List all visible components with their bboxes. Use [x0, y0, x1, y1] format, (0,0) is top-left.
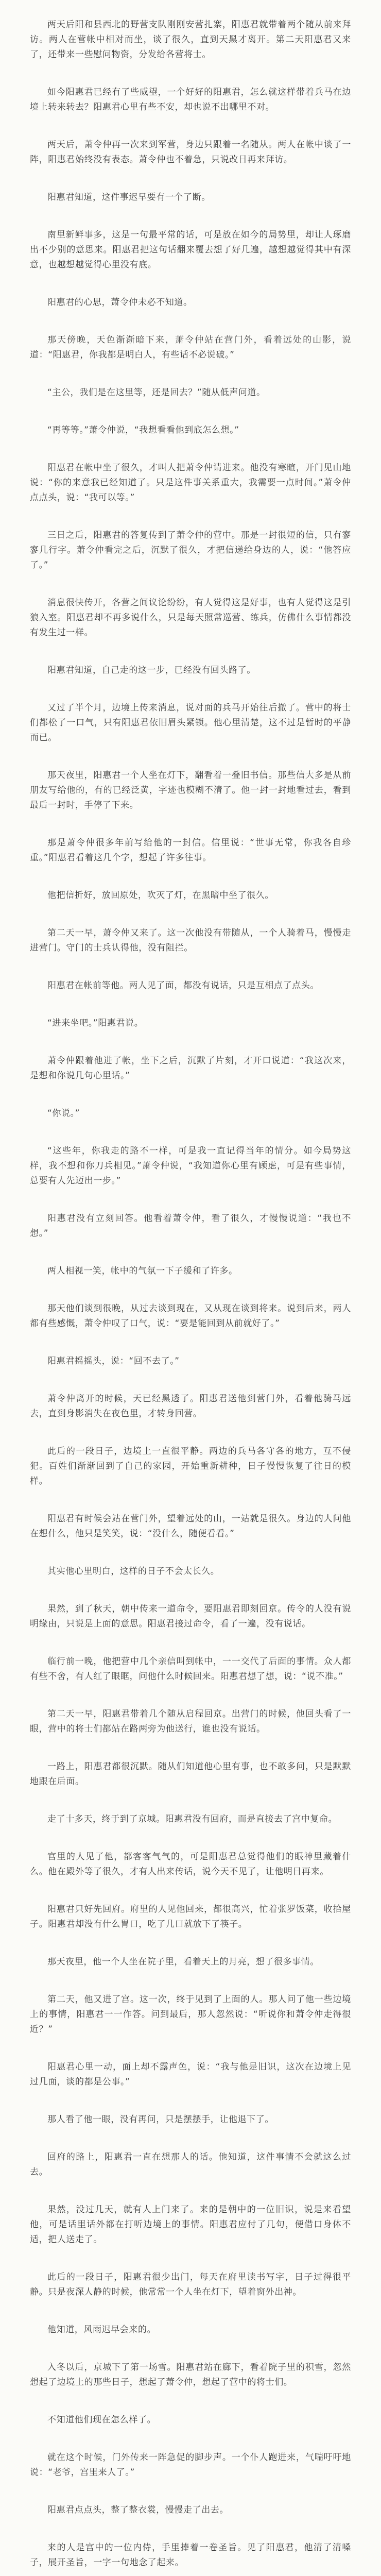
paragraph: 来的人是宫中的一位内侍，手里捧着一卷圣旨。见了阳惠君，他清了清嗓子，展开圣旨，一字一句地念了起来。: [30, 2543, 351, 2568]
paragraph: 他把信折好，放回原处，吹灭了灯，在黑暗中坐了很久。: [47, 890, 274, 901]
paragraph: 果然，没过几天，就有人上门来了。来的是朝中的一位旧识，说是来看望他，可是话里话外都在打听边境上的事情。阳惠君应付了几句，便借口身体不适，把人送走了。: [30, 2205, 351, 2245]
paragraph: “再等等。”萧令仲说，“我想看看他到底怎么想。”: [47, 425, 239, 435]
paragraph: 临行前一晚，他把营中几个亲信叫到帐中，一一交代了后面的事情。众人都有些不舍，有人红了眼眶，问他什么时候回来。阳惠君想了想，说：“说不准。”: [30, 1656, 351, 1682]
paragraph: “你说。”: [47, 1108, 80, 1118]
paragraph: 走了十多天，终于到了京城。阳惠君没有回府，而是直接去了宫中复命。: [47, 1814, 338, 1824]
paragraph: 阳惠君在帐中坐了很久，才叫人把萧令仲请进来。他没有寒暄，开门见山地说：“你的来意我已经知道了。只是这件事关系重大，我需要一点时间。”萧令仲点点头，说：“我可以等。”: [30, 463, 351, 503]
paragraph: 阳惠君没有立刻回答。他看着萧令仲，看了很久，才慢慢说道：“我也不想。”: [30, 1213, 351, 1239]
paragraph: 三日之后，阳惠君的答复传到了萧令仲的营中。那是一封很短的信，只有寥寥几行字。萧令仲看完之后，沉默了很久，才把信递给身边的人，说：“他答应了。”: [30, 530, 351, 570]
paragraph: 阳惠君点点头，整了整衣裳，慢慢走了出去。: [47, 2505, 229, 2515]
paragraph: 那是萧令仲很多年前写给他的一封信。信里说：“世事无常，你我各自珍重。”阳惠君看着这几个字，想起了许多往事。: [30, 838, 351, 863]
paragraph: “主公，我们是在这里等，还是回去？”随从低声问道。: [47, 387, 266, 398]
paragraph: 阳惠君知道，自己走的这一步，已经没有回头路了。: [47, 665, 256, 675]
paragraph: 消息很快传开，各营之间议论纷纷，有人觉得这是好事，也有人觉得这是引狼入室。阳惠君却不再多说什么，只是每天照常巡营、练兵，仿佛什么事情都没有发生过一样。: [30, 598, 351, 638]
paragraph: 那天他们谈到很晚，从过去谈到现在，又从现在谈到将来。说到后来，两人都有些感慨，萧令仲叹了口气，说：“要是能回到从前就好了。”: [30, 1303, 351, 1329]
paragraph: 两人相视一笑，帐中的气氛一下子缓和了许多。: [47, 1266, 238, 1276]
paragraph: 两天后阳和县西北的野营支队刚刚安营扎寨，阳惠君就带着两个随从前来拜访。两人在营帐中相对而坐，谈了很久，直到天黑才离开。第二天阳惠君又来了，还带来一些慰问物资，分发给各营将士。: [30, 20, 351, 60]
paragraph: 那天夜里，他一个人坐在院子里，看着天上的月亮，想了很多事情。: [47, 1957, 319, 1967]
paragraph: 不知道他们现在怎么样了。: [47, 2415, 157, 2425]
paragraph: 阳惠君心里一动，面上却不露声色，说：“我与他是旧识，这次在边境上见过几面，谈的都是公事。”: [30, 2062, 351, 2087]
paragraph: 阳惠君有时候会站在营门外，望着远处的山，一站就是很久。身边的人问他在想什么，他只是笑笑，说：“没什么，随便看看。”: [30, 1514, 351, 1539]
paragraph: 第二天，他又进了宫。这一次，终于见到了上面的人。那人问了他一些边境上的事情，阳惠君一一作答。问到最后，那人忽然说：“听说你和萧令仲走得很近？”: [30, 1994, 351, 2035]
paragraph: 第二天一早，萧令仲又来了。这一次他没有带随从，一个人骑着马，慢慢走进营门。守门的士兵认得他，没有阻拦。: [30, 928, 351, 953]
paragraph: 又过了半个月，边境上传来消息，说对面的兵马开始往后撤了。营中的将士们都松了一口气，只有阳惠君依旧眉头紧锁。他心里清楚，这不过是暂时的平静而已。: [30, 703, 351, 743]
paragraph: 南里新鲜事多，这是一句最平常的话，可是放在如今的局势里，却让人琢磨出不少别的意思来。阳惠君把这句话翻来覆去想了好几遍，越想越觉得其中有深意，也越想越觉得心里没有底。: [30, 230, 351, 270]
paragraph: 如今阳惠君已经有了些威望，一个好好的阳惠君，怎么就这样带着兵马在边境上转来转去？阳惠君心里有些不安，却也说不出哪里不对。: [30, 87, 351, 112]
paragraph: 入冬以后，京城下了第一场雪。阳惠君站在廊下，看着院子里的积雪，忽然想起了边境上的那些日子，想起了萧令仲，想起了营中的将士们。: [30, 2362, 351, 2387]
paragraph: 就在这个时候，门外传来一阵急促的脚步声。一个仆人跑进来，气喘吁吁地说：“老爷，宫里来人了。”: [30, 2452, 351, 2478]
paragraph: 萧令仲离开的时候，天已经黑透了。阳惠君送他到营门外，看着他骑马远去，直到身影消失在夜色里，才转身回营。: [30, 1394, 351, 1419]
paragraph: 宫里的人见了他，都客客气气的，可是阳惠君总觉得他们的眼神里藏着什么。他在殿外等了很久，才有人出来传话，说今天不见了，让他明日再来。: [30, 1852, 351, 1877]
paragraph: 两天后，萧令仲再一次来到军营，身边只跟着一名随从。两人在帐中谈了一阵，阳惠君始终没有表态。萧令仲也不着急，只说改日再来拜访。: [30, 140, 351, 165]
paragraph: 此后的一段日子，阳惠君很少出门，每天在府里读书写字，日子过得很平静。只是夜深人静的时候，他常常一个人坐在灯下，望着窗外出神。: [30, 2272, 351, 2297]
paragraph: 那天夜里，阳惠君一个人坐在灯下，翻看着一叠旧书信。那些信大多是从前朋友写给他的，有的已经泛黄，字迹也模糊不清了。他一封一封地看过去，看到最后一封时，手停了下来。: [30, 770, 351, 810]
paragraph: 阳惠君只好先回府。府里的人见他回来，都很高兴，忙着张罗饭菜，收拾屋子。阳惠君却没有什么胃口，吃了几口就放下了筷子。: [30, 1904, 351, 1929]
paragraph: 阳惠君的心思，萧令仲未必不知道。: [47, 297, 193, 308]
paragraph: 他知道，风雨迟早会来的。: [47, 2325, 157, 2335]
paragraph: 那人看了他一眼，没有再问，只是摆摆手，让他退下了。: [47, 2114, 274, 2125]
paragraph: 第二天一早，阳惠君带着几个随从启程回京。出营门的时候，他回头看了一眼，营中的将士们都站在路两旁为他送行，谁也没有说话。: [30, 1709, 351, 1734]
paragraph: 此后的一段日子，边境上一直很平静。两边的兵马各守各的地方，互不侵犯。百姓们渐渐回到了自己的家园，开始重新耕种，日子慢慢恢复了往日的模样。: [30, 1446, 351, 1486]
paragraph: 阳惠君在帐前等他。两人见了面，都没有说话，只是互相点了点头。: [47, 980, 319, 991]
paragraph: 一路上，阳惠君都很沉默。随从们知道他心里有事，也不敢多问，只是默默地跟在后面。: [30, 1761, 351, 1787]
paragraph: “进来坐吧。”阳惠君说。: [47, 1018, 144, 1028]
paragraph: “这些年，你我走的路不一样，可是我一直记得当年的情分。如今局势这样，我不想和你刀兵相见。”萧令仲说，“我知道你心里有顾虑，可是有些事情，总要有人先迈出一步。”: [30, 1146, 351, 1186]
paragraph: 阳惠君知道，这件事迟早要有一个了断。: [47, 192, 211, 202]
paragraph: 果然，到了秋天，朝中传来一道命令，要阳惠君即刻回京。传令的人没有说明缘由，只说是上面的意思。阳惠君接过命令，看了一遍，没有说话。: [30, 1604, 351, 1629]
paragraph: 其实他心里明白，这样的日子不会太长久。: [47, 1566, 220, 1577]
paragraph: 那天傍晚，天色渐渐暗下来，萧令仲站在营门外，看着远处的山影，说道：“阳惠君，你我都是明白人，有些话不必说破。”: [30, 335, 351, 360]
paragraph: 回府的路上，阳惠君一直在想那人的话。他知道，这件事情不会就这么过去。: [30, 2152, 351, 2177]
paragraph: 阳惠君摇摇头，说：“回不去了。”: [47, 1356, 180, 1366]
paragraph: 萧令仲跟着他进了帐，坐下之后，沉默了片刻，才开口说道：“我这次来，是想和你说几句心里话。”: [30, 1056, 351, 1081]
